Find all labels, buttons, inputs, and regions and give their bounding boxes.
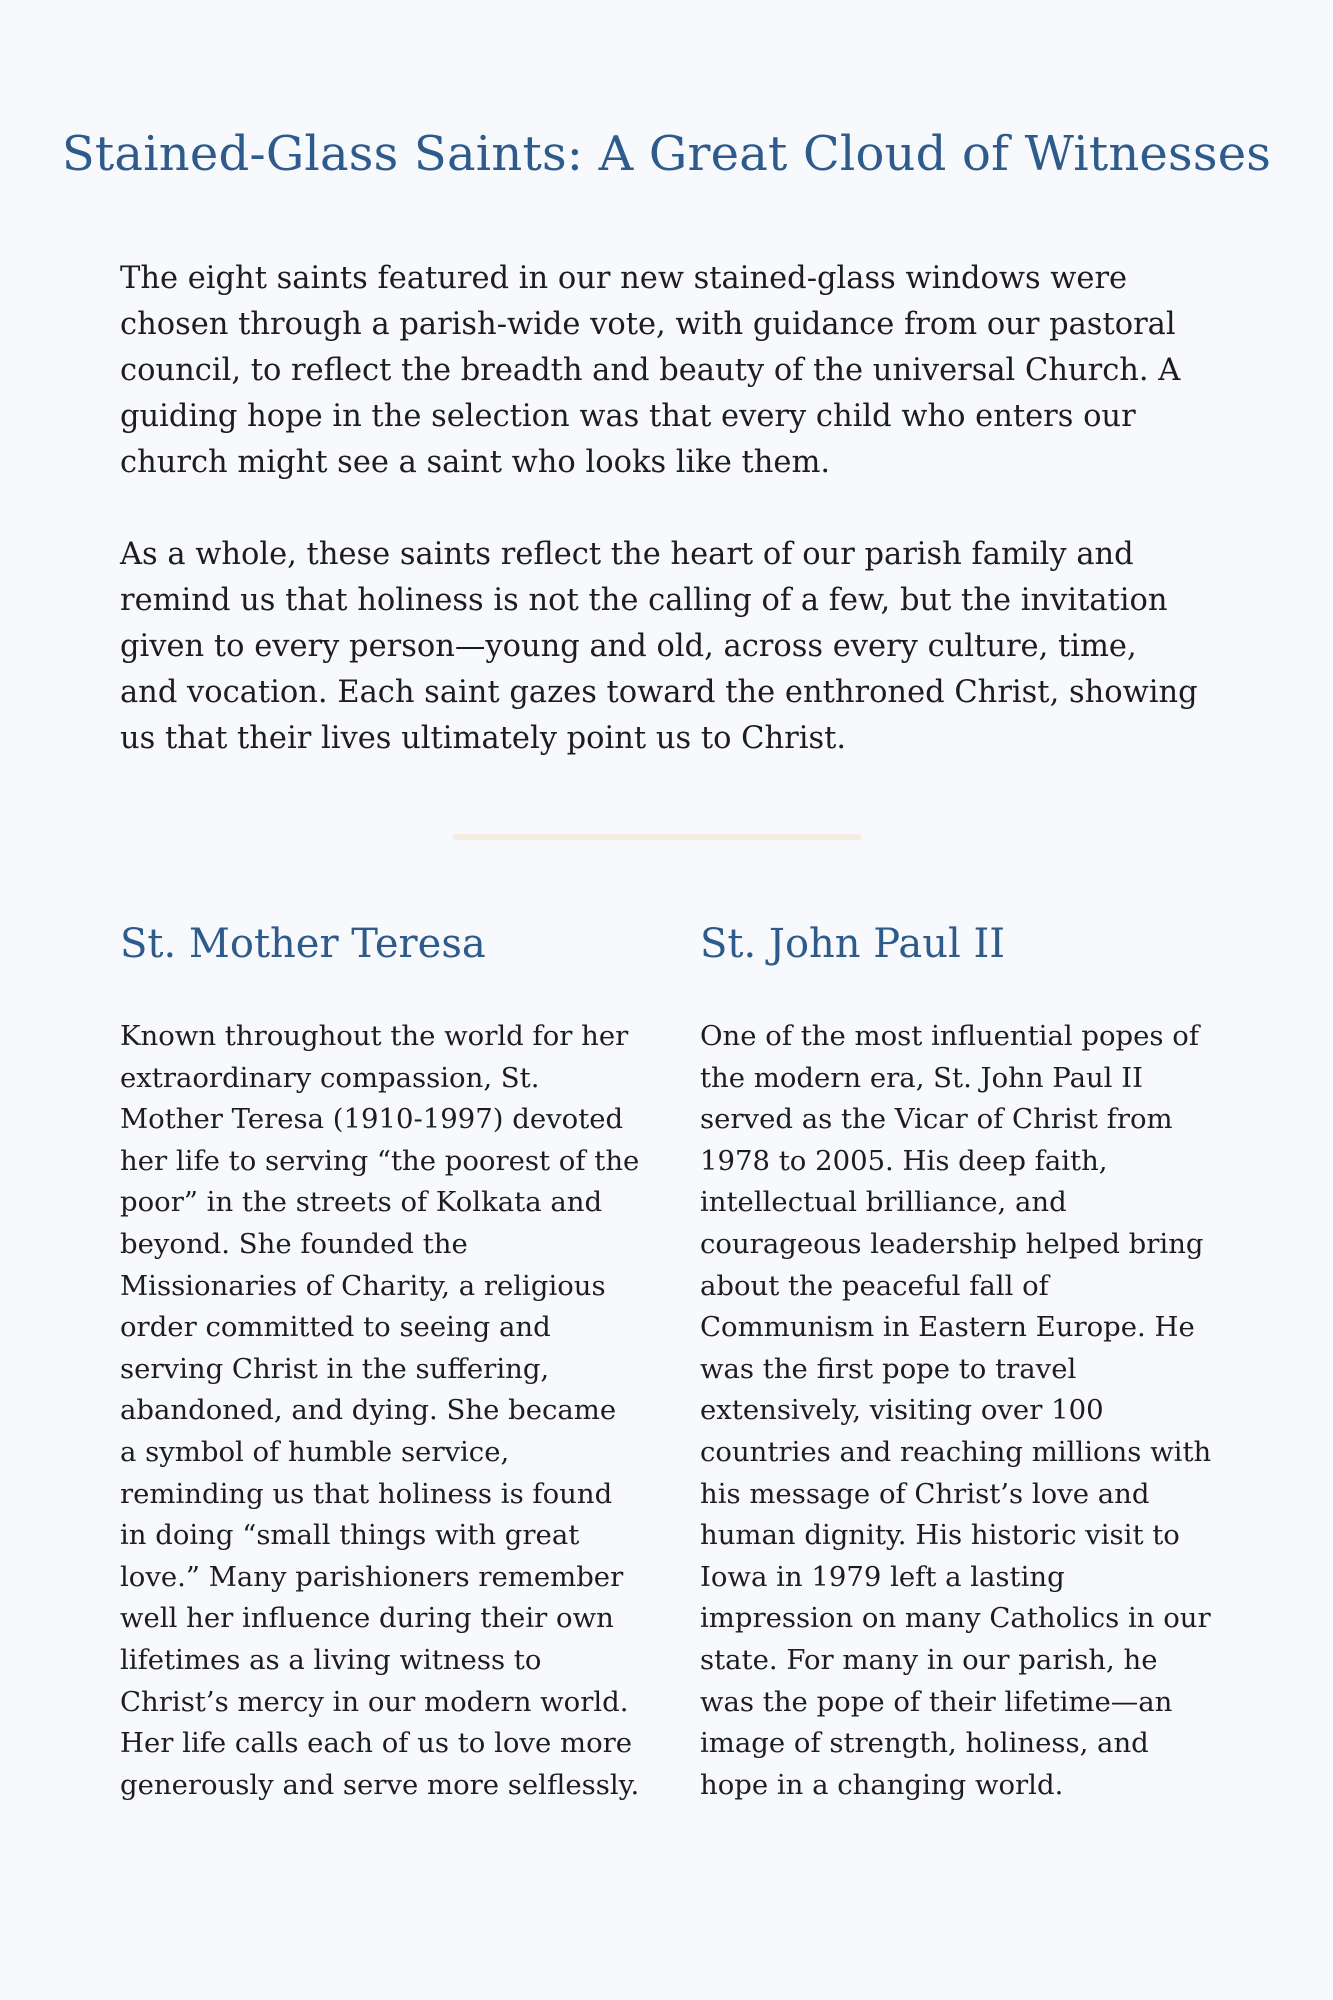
section-divider: [453, 834, 861, 840]
intro-section: [120, 256, 1200, 808]
saint-name: St. Mother Teresa: [120, 921, 486, 967]
intro-paragraph: The eight saints featured in our new stained-glass windows were chosen through a parish-wide vote, with guidance from our pastoral council, to reflect the breadth and beauty of the universal Church. A guiding hope in the selection was that every child who enters our church might see a saint who looks like them.: [120, 261, 1181, 480]
saint-name: St. John Paul II: [700, 921, 1006, 967]
saint-card-mother-teresa: [120, 914, 640, 1801]
saint-bio: One of the most influential popes of the modern era, St. John Paul II served as the Vicar of Christ from 1978 to 2005. His deep faith, intellectual brilliance, and courageous leadership helped bring about the peaceful fall of Communism in Eastern Europe. He was the first pope to travel extensively, visiting over 100 countries and reaching millions with his message of Christ’s love and human dignity. His historic visit to Iowa in 1979 left a lasting impression on many Catholics in our state. For many in our parish, he was the pope of their lifetime—an image of strength, holiness, and hope in a changing world.: [700, 1020, 1212, 1801]
saint-bio: Known throughout the world for her extraordinary compassion, St. Mother Teresa (1910-1997) devoted her life to serving “the poorest of the poor” in the streets of Kolkata and beyond. She founded the Missionaries of Charity, a religious order committed to seeing and serving Christ in the suffering, abandoned, and dying. She became a symbol of humble service, reminding us that holiness is found in doing “small things with great love.” Many parishioners remember well her influence during their own lifetimes as a living witness to Christ’s mercy in our modern world. Her life calls each of us to love more generously and serve more selflessly.: [120, 1020, 640, 1801]
intro-paragraph: As a whole, these saints reflect the heart of our parish family and remind us that holiness is not the calling of a few, but the invitation given to every person—young and old, across every culture, time, and vocation. Each saint gazes toward the enthroned Christ, showing us that their lives ultimately point us to Christ.: [120, 537, 1198, 756]
page-title: Stained-Glass Saints: A Great Cloud of Witnesses: [61, 126, 1272, 182]
saint-card-john-paul-ii: [700, 914, 1220, 1801]
